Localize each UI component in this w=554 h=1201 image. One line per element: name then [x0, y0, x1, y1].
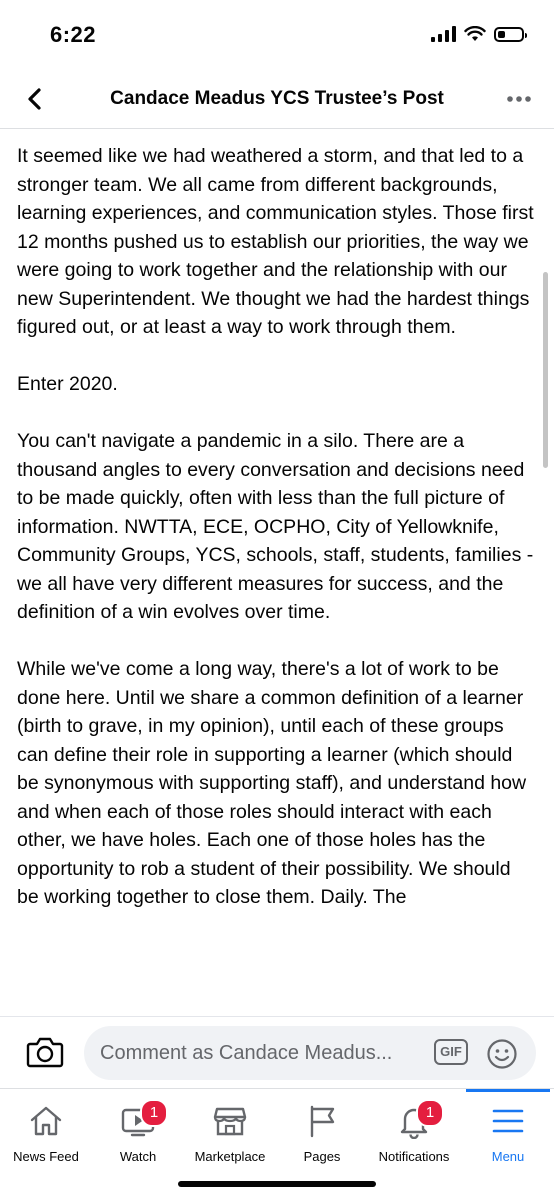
wifi-icon — [464, 26, 486, 42]
notifications-badge: 1 — [416, 1099, 444, 1127]
tab-news-feed[interactable] — [0, 1089, 92, 1201]
post-paragraph: Enter 2020. — [17, 373, 118, 395]
post-paragraph: You can't navigate a pandemic in a silo. There are a thousand angles to every conversation and decisions need to be made quickly, often with less than the full picture of information. NWTTA, ECE, OCPHO, City of Yellowknife, Community Groups, YCS, schools, staff, students, families - we all have very different measures for success, and the definition of a win evolves over time. — [17, 430, 534, 623]
status-bar — [0, 0, 554, 70]
status-time: 6:22 — [50, 22, 97, 47]
marketplace-icon — [212, 1103, 248, 1139]
more-options-button[interactable] — [502, 84, 536, 114]
active-tab-indicator — [466, 1089, 550, 1092]
tab-notifications[interactable] — [368, 1089, 460, 1201]
tab-label: Watch — [119, 1149, 157, 1164]
emoji-button[interactable] — [486, 1038, 518, 1070]
tab-label: Notifications — [378, 1149, 450, 1164]
tab-label: Menu — [491, 1149, 525, 1164]
more-options-icon — [502, 84, 536, 114]
tab-label: Pages — [303, 1149, 341, 1164]
page-title: Candace Meadus YCS Trustee’s Post — [110, 88, 444, 109]
flag-icon — [304, 1103, 340, 1139]
camera-icon — [26, 1035, 64, 1069]
comment-input[interactable] — [84, 1026, 536, 1080]
gif-icon[interactable]: GIF — [434, 1039, 468, 1065]
cellular-signal-icon — [431, 26, 456, 42]
comment-placeholder: Comment as Candace Meadus... — [100, 1042, 393, 1064]
tab-menu[interactable] — [462, 1089, 554, 1201]
post-paragraph: It seemed like we had weathered a storm, and that led to a stronger team. We all came from different backgrounds, learning experiences, and communication styles. Those first 12 months pushed us to establish our priorities, the way we were going to work together and the relationship with our new Superintendent. We thought we had the hardest things figured out, or at least a way to work through them. — [17, 145, 534, 338]
post-body[interactable] — [17, 142, 537, 1016]
battery-level — [498, 31, 505, 38]
tab-watch[interactable] — [92, 1089, 184, 1201]
camera-button[interactable] — [26, 1035, 64, 1069]
back-chevron-icon — [18, 82, 52, 116]
post-header — [0, 70, 554, 129]
home-indicator[interactable] — [178, 1181, 376, 1187]
home-icon — [28, 1103, 64, 1139]
hamburger-menu-icon — [490, 1103, 526, 1139]
scrollbar[interactable] — [543, 272, 548, 468]
status-icons — [431, 26, 524, 42]
battery-icon — [494, 27, 524, 42]
tab-label: News Feed — [13, 1149, 79, 1164]
watch-notification-badge: 1 — [140, 1099, 168, 1127]
back-button[interactable] — [18, 82, 52, 116]
comment-composer — [0, 1016, 554, 1089]
post-paragraph: While we've come a long way, there's a lot of work to be done here. Until we share a common definition of a learner (birth to grave, in my opinion), until each of these groups can define their role in supporting a learner (which should be synonymous with supporting staff), and understand how and when each of those roles should interact with each other, we have holes. Each one of those holes has the opportunity to rob a student of their possibility. We should be working together to close them. Daily. The — [17, 658, 527, 908]
tab-label: Marketplace — [194, 1149, 266, 1164]
emoji-icon — [486, 1038, 518, 1070]
